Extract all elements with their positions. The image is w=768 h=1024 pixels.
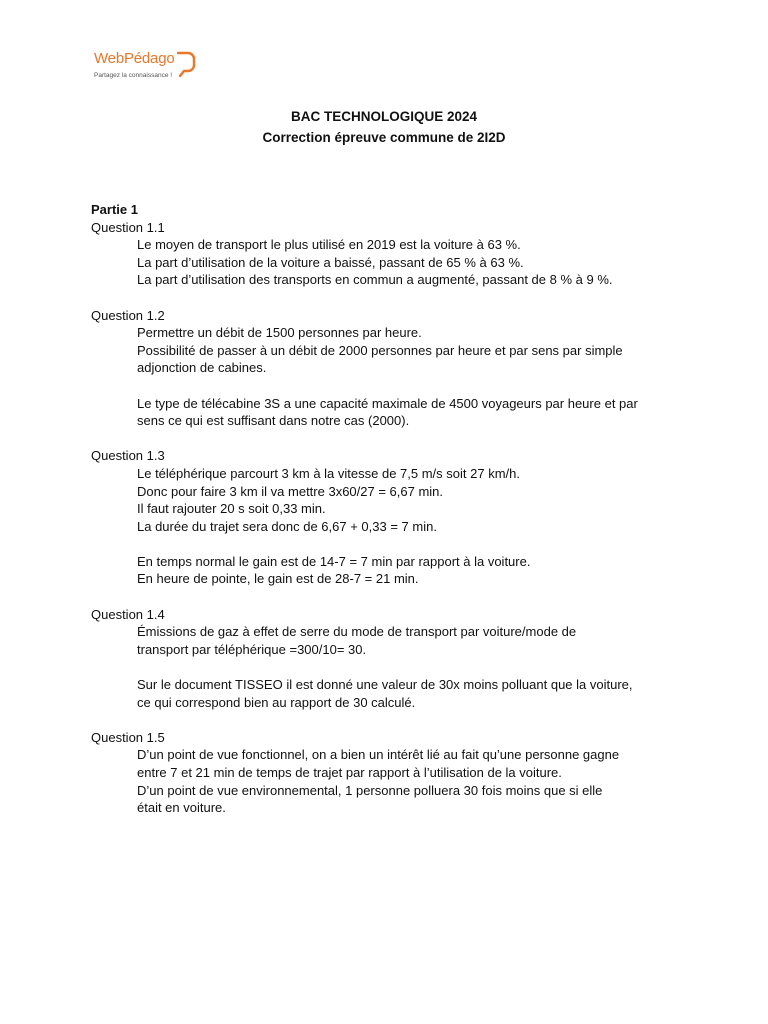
question-answer (91, 324, 701, 430)
question-title: Question 1.3 (91, 448, 165, 464)
paragraph-spacer (137, 658, 701, 676)
answer-line: était en voiture. (137, 800, 226, 816)
answer-line: La durée du trajet sera donc de 6,67 + 0,33 = 7 min. (137, 518, 437, 534)
question-block (91, 606, 701, 712)
webpedago-logo (94, 46, 204, 86)
answer-line: Le téléphérique parcourt 3 km à la vitesse de 7,5 m/s soit 27 km/h. (137, 465, 520, 481)
question-title: Question 1.4 (91, 606, 165, 622)
question-block (91, 729, 701, 817)
paragraph-spacer (137, 535, 701, 553)
answer-line: La part d’utilisation de la voiture a baissé, passant de 65 % à 63 %. (137, 254, 524, 270)
answer-line: Le type de télécabine 3S a une capacité maximale de 4500 voyageurs par heure et par (137, 395, 638, 411)
answer-line: adjonction de cabines. (137, 360, 267, 376)
question-block (91, 219, 701, 289)
part-title: Partie 1 (91, 202, 138, 217)
answer-line: ce qui correspond bien au rapport de 30 calculé. (137, 694, 416, 710)
answer-line: Le moyen de transport le plus utilisé en 2019 est la voiture à 63 %. (137, 237, 521, 253)
question-block (91, 447, 701, 588)
answer-line: En temps normal le gain est de 14-7 = 7 min par rapport à la voiture. (137, 553, 531, 569)
question-title: Question 1.2 (91, 307, 165, 323)
answer-line: Permettre un débit de 1500 personnes par heure. (137, 325, 422, 341)
document-subtitle: Correction épreuve commune de 2I2D (262, 130, 506, 145)
speech-bubble-icon (174, 50, 196, 78)
question-answer (91, 623, 701, 711)
logo-tagline: Partagez la connaissance ! (94, 72, 173, 79)
answer-line: La part d’utilisation des transports en commun a augmenté, passant de 8 % à 9 %. (137, 272, 613, 288)
answer-line: En heure de pointe, le gain est de 28-7 = 21 min. (137, 571, 419, 587)
answer-line: Possibilité de passer à un débit de 2000 personnes par heure et par sens par simple (137, 342, 623, 358)
answer-line: sens ce qui est suffisant dans notre cas (2000). (137, 413, 410, 429)
answer-line: entre 7 et 21 min de temps de trajet par rapport à l’utilisation de la voiture. (137, 765, 562, 780)
question-answer (91, 236, 701, 289)
question-answer (91, 465, 701, 588)
questions-list (91, 219, 701, 817)
answer-line: Émissions de gaz à effet de serre du mode de transport par voiture/mode de (137, 624, 577, 640)
answer-line: Il faut rajouter 20 s soit 0,33 min. (137, 501, 326, 517)
question-title: Question 1.1 (91, 219, 165, 235)
document-header (0, 106, 768, 148)
answer-line: Sur le document TISSEO il est donné une valeur de 30x moins polluant que la voiture, (137, 677, 633, 693)
question-block (91, 307, 701, 430)
answer-line: D’un point de vue fonctionnel, on a bien un intérêt lié au fait qu’une personne gagne (137, 747, 620, 763)
answer-line: D’un point de vue environnemental, 1 personne polluera 30 fois moins que si elle (137, 782, 603, 798)
paragraph-spacer (137, 377, 701, 395)
answer-line: transport par téléphérique =300/10= 30. (137, 641, 367, 657)
document-body (91, 201, 701, 834)
document-title: BAC TECHNOLOGIQUE 2024 (290, 109, 478, 124)
question-answer (91, 746, 701, 816)
question-title: Question 1.5 (91, 729, 165, 745)
answer-line: Donc pour faire 3 km il va mettre 3x60/27 = 6,67 min. (137, 483, 444, 499)
logo-wordmark: WebPédago (94, 50, 175, 67)
